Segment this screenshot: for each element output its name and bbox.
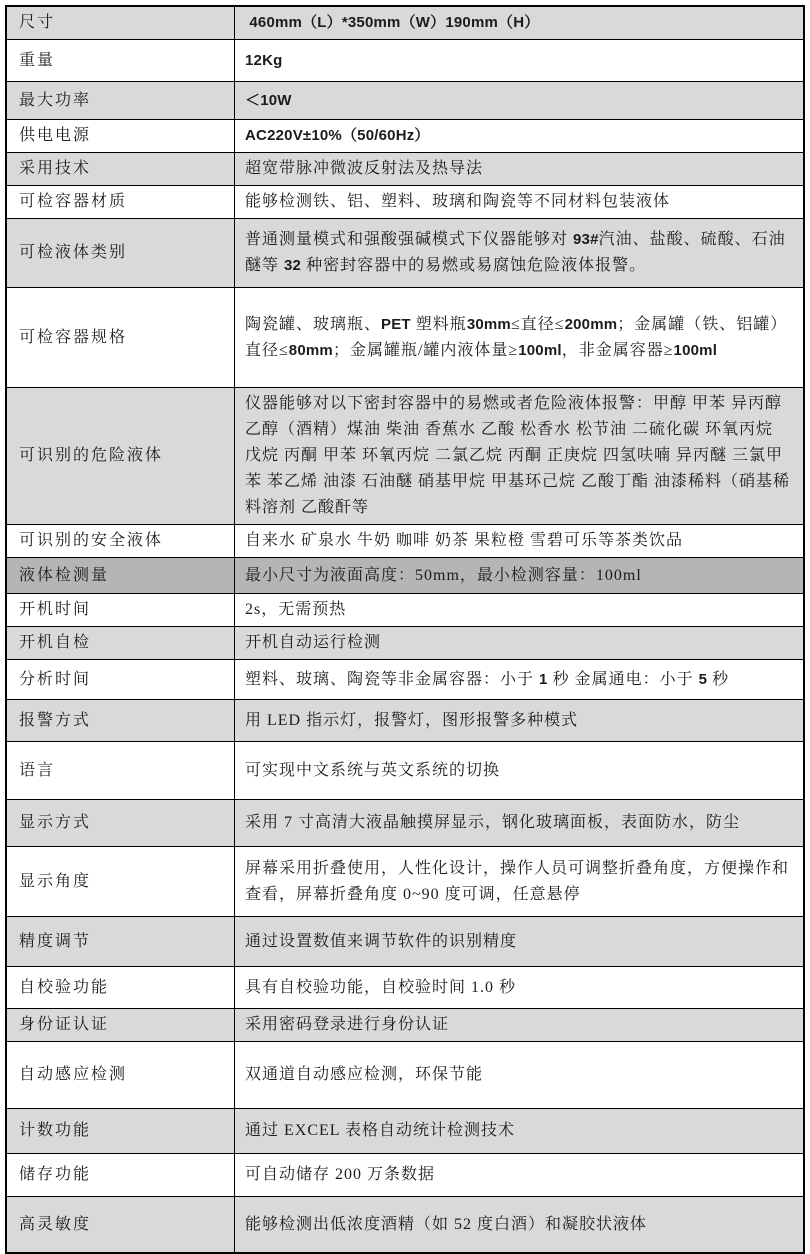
spec-value: [235, 847, 803, 916]
spec-label-text: 高灵敏度: [19, 1215, 92, 1233]
spec-value: [235, 153, 803, 185]
spec-value-text: 超宽带脉冲微波反射法及热导法: [245, 160, 484, 177]
table-row: [7, 627, 803, 660]
spec-label: [7, 1042, 235, 1108]
spec-label: [7, 82, 235, 119]
spec-label-text: 可识别的安全液体: [19, 532, 164, 549]
spec-label: [7, 742, 235, 799]
table-row: [7, 1154, 803, 1197]
table-row: [7, 40, 803, 82]
spec-label-text: 最大功率: [19, 91, 92, 109]
spec-value-text: 陶瓷罐、玻璃瓶、PET 塑料瓶30mm≤直径≤200mm；金属罐（铁、铝罐）直径≤80mm；金属罐瓶/罐内液体量≥100ml，非金属容器≥100ml: [245, 315, 788, 359]
spec-value: [235, 82, 803, 119]
spec-label: [7, 700, 235, 741]
spec-label: [7, 388, 235, 524]
spec-table: [5, 5, 805, 1254]
spec-value: [235, 967, 803, 1008]
spec-label-text: 显示角度: [19, 872, 92, 890]
spec-value: [235, 219, 803, 287]
spec-value: [235, 7, 803, 39]
table-row: [7, 1009, 803, 1042]
spec-value-text: 自来水 矿泉水 牛奶 咖啡 奶茶 果粒橙 雪碧可乐等茶类饮品: [245, 532, 684, 549]
spec-label-text: 分析时间: [19, 670, 92, 688]
spec-value: [235, 40, 803, 81]
spec-label: [7, 660, 235, 699]
spec-value: [235, 1154, 803, 1196]
spec-value-text: 可实现中文系统与英文系统的切换: [245, 761, 501, 779]
table-row: [7, 742, 803, 800]
table-row: [7, 594, 803, 627]
spec-label-text: 自动感应检测: [19, 1066, 128, 1083]
spec-value-text: 460mm（L）*350mm（W）190mm（H）: [245, 14, 540, 31]
spec-label: [7, 917, 235, 966]
spec-label-text: 报警方式: [19, 711, 92, 729]
spec-value-text: 屏幕采用折叠使用，人性化设计，操作人员可调整折叠角度，方便操作和查看，屏幕折叠角度 0~90 度可调，任意悬停: [245, 859, 790, 903]
table-row: [7, 1197, 803, 1252]
spec-label: [7, 1197, 235, 1252]
spec-value-text: 用 LED 指示灯，报警灯，图形报警多种模式: [245, 711, 579, 729]
table-row: [7, 288, 803, 388]
spec-value: [235, 1009, 803, 1041]
spec-value: [235, 1109, 803, 1153]
spec-label: [7, 1154, 235, 1196]
spec-value-text: 最小尺寸为液面高度：50mm，最小检测容量：100ml: [245, 566, 642, 584]
spec-label: [7, 1009, 235, 1041]
spec-label-text: 可检液体类别: [19, 244, 128, 261]
spec-label-text: 尺寸: [19, 14, 56, 31]
spec-label-text: 可检容器材质: [19, 193, 128, 210]
table-row: [7, 847, 803, 917]
spec-value: [235, 120, 803, 152]
spec-label-text: 供电电源: [19, 127, 92, 144]
spec-label: [7, 1109, 235, 1153]
spec-value: [235, 525, 803, 557]
table-row: [7, 186, 803, 219]
spec-value-text: 能够检测铁、铝、塑料、玻璃和陶瓷等不同材料包装液体: [245, 193, 671, 210]
spec-value: [235, 800, 803, 846]
spec-value-text: 具有自校验功能，自校验时间 1.0 秒: [245, 978, 517, 996]
spec-value: [235, 186, 803, 218]
spec-label-text: 可检容器规格: [19, 328, 128, 346]
spec-label: [7, 594, 235, 626]
spec-value-text: 采用密码登录进行身份认证: [245, 1016, 450, 1033]
spec-label: [7, 525, 235, 557]
spec-label: [7, 219, 235, 287]
spec-value: [235, 1042, 803, 1108]
spec-value-text: 可自动储存 200 万条数据: [245, 1166, 436, 1183]
spec-value-text: AC220V±10%（50/60Hz）: [245, 127, 430, 144]
spec-value: [235, 558, 803, 593]
spec-value: [235, 594, 803, 626]
spec-label-text: 语言: [19, 761, 56, 779]
spec-label: [7, 40, 235, 81]
spec-label-text: 精度调节: [19, 932, 92, 950]
spec-label: [7, 967, 235, 1008]
spec-value-text: 通过设置数值来调节软件的识别精度: [245, 932, 518, 950]
spec-value: [235, 700, 803, 741]
spec-label: [7, 120, 235, 152]
spec-label: [7, 288, 235, 387]
spec-label: [7, 7, 235, 39]
table-row: [7, 525, 803, 558]
spec-label-text: 显示方式: [19, 814, 92, 831]
spec-label: [7, 800, 235, 846]
spec-label-text: 液体检测量: [19, 566, 110, 584]
table-row: [7, 120, 803, 153]
table-row: [7, 388, 803, 525]
spec-label-text: 计数功能: [19, 1122, 92, 1139]
spec-value: [235, 288, 803, 387]
spec-value-text: 普通测量模式和强酸强碱模式下仪器能够对 93#汽油、盐酸、硫酸、石油醚等 32 种密封容器中的易燃或易腐蚀危险液体报警。: [245, 231, 786, 274]
spec-label-text: 开机时间: [19, 601, 92, 618]
table-row: [7, 153, 803, 186]
table-row: [7, 660, 803, 700]
spec-label: [7, 627, 235, 659]
spec-value-text: 双通道自动感应检测，环保节能: [245, 1066, 484, 1083]
spec-label: [7, 186, 235, 218]
table-row: [7, 82, 803, 120]
spec-label-text: 采用技术: [19, 160, 92, 177]
spec-value-text: 仪器能够对以下密封容器中的易燃或者危险液体报警：甲醇 甲苯 异丙醇 乙醇（酒精）煤油 柴油 香蕉水 乙酸 松香水 松节油 二硫化碳 环氧丙烷 戊烷 丙酮 甲苯 环氧丙烷 二氯乙烷 丙酮 正庚烷 四氢呋喃 异丙醚 三氯甲苯 苯乙烯 油漆 石油醚 硝基甲烷 甲基环己烷 乙酸丁酯 油漆稀料（硝基稀料溶剂 乙酸酐等: [245, 395, 791, 516]
spec-label-text: 自校验功能: [19, 978, 110, 996]
spec-value-text: 2s，无需预热: [245, 601, 347, 618]
table-row: [7, 1109, 803, 1154]
spec-value-text: 12Kg: [245, 51, 283, 69]
table-row: [7, 700, 803, 742]
spec-label-text: 身份证认证: [19, 1016, 110, 1033]
spec-value: [235, 742, 803, 799]
table-row: [7, 800, 803, 847]
spec-label-text: 可识别的危险液体: [19, 447, 164, 464]
table-row: [7, 917, 803, 967]
spec-label-text: 储存功能: [19, 1166, 92, 1183]
spec-value: [235, 660, 803, 699]
spec-value: [235, 388, 803, 524]
table-row: [7, 558, 803, 594]
spec-value-text: 开机自动运行检测: [245, 634, 382, 651]
spec-label: [7, 153, 235, 185]
table-row: [7, 1042, 803, 1109]
spec-value-text: 通过 EXCEL 表格自动统计检测技术: [245, 1122, 515, 1139]
spec-value: [235, 627, 803, 659]
spec-value-text: ＜10W: [245, 91, 292, 109]
spec-value-text: 塑料、玻璃、陶瓷等非金属容器：小于 1 秒 金属通电：小于 5 秒: [245, 670, 730, 688]
table-row: [7, 967, 803, 1009]
spec-label: [7, 847, 235, 916]
spec-label-text: 开机自检: [19, 634, 92, 651]
spec-label-text: 重量: [19, 51, 56, 69]
spec-value-text: 采用 7 寸高清大液晶触摸屏显示，钢化玻璃面板，表面防水，防尘: [245, 814, 741, 831]
spec-value: [235, 1197, 803, 1252]
table-row: [7, 7, 803, 40]
spec-value-text: 能够检测出低浓度酒精（如 52 度白酒）和凝胶状液体: [245, 1215, 648, 1233]
spec-label: [7, 558, 235, 593]
table-row: [7, 219, 803, 288]
spec-value: [235, 917, 803, 966]
